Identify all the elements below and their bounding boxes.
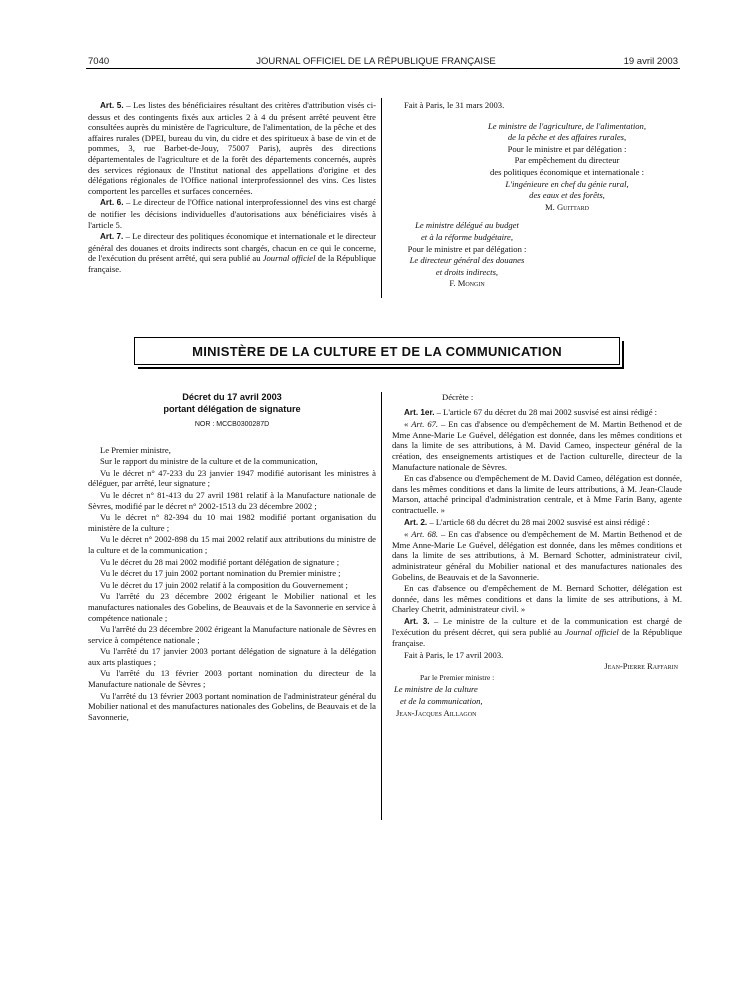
article-label: Art. 6. xyxy=(100,198,124,208)
prime-minister-name: Jean-Pierre Raffarin xyxy=(604,661,678,672)
article-67 xyxy=(392,419,682,472)
nor-reference: NOR : MCCB0300287D xyxy=(194,421,270,428)
article-67-paragraph-2: En cas d'absence ou d'empêchement de M. David Cameo, délégation est donnée, dans les mêmes conditions et dans la limite de leurs attributions, à M. Jean-Claude Marson, attaché principal d'administration centrale, et à Mme Farin Bany, agente contractuelle. » xyxy=(392,473,682,515)
visa-paragraph: Vu le décret n° 81-413 du 27 avril 1981 relatif à la Manufacture nationale de Sèvres, modifié par le décret n° 2002-1513 du 23 décembre 2002 ; xyxy=(88,489,376,511)
article-label: Art. 1er. xyxy=(404,407,435,417)
signature-line: Le directeur général des douanes xyxy=(409,255,525,266)
signature-line: Par empêchement du directeur xyxy=(514,155,620,166)
article-1 xyxy=(392,407,682,419)
journal-title: JOURNAL OFFICIEL DE LA RÉPUBLIQUE FRANÇAISE xyxy=(256,56,496,67)
minister-title-line: Le ministre de la culture xyxy=(394,684,478,695)
signature-line: de la pêche et des affaires rurales, xyxy=(507,132,627,143)
article-6 xyxy=(88,197,376,230)
minister-title-line: et de la communication, xyxy=(400,696,483,707)
article-text: – Le directeur de l'Office national interprofessionnel des vins est chargé de notifier les décisions individuelles d'autorisations aux bénéficiaires visés à l'article 5. xyxy=(88,197,376,230)
article-5 xyxy=(88,100,376,196)
signature-line: des eaux et des forêts, xyxy=(529,190,605,201)
quote-mark: « xyxy=(404,529,412,540)
article-label: Art. 67. xyxy=(411,419,439,430)
article-3 xyxy=(392,616,682,649)
visa-paragraph: Vu l'arrêté du 13 février 2003 portant nomination de l'administrateur général du Mobilier national et des manufactures nationales des Gobelins, de Beauvais et de la Savonnerie, xyxy=(88,690,376,722)
journal-reference: Journal officiel xyxy=(262,253,316,264)
visa-paragraph: Vu le décret du 17 juin 2002 portant nomination du Premier ministre ; xyxy=(100,568,341,579)
article-68 xyxy=(392,529,682,582)
visa-paragraph: Vu l'arrêté du 13 février 2003 portant nomination du directeur de la Manufacture nationale de Sèvres ; xyxy=(88,668,376,690)
top-left-column xyxy=(88,100,376,276)
visa-paragraph: Vu le décret du 17 juin 2002 relatif à la composition du Gouvernement ; xyxy=(100,579,348,590)
signature-block-agriculture xyxy=(452,121,682,213)
visa-paragraph: Vu l'arrêté du 23 décembre 2002 érigeant le Mobilier national et les manufactures nationales des Gobelins, de Beauvais et de la Savonnerie en service à compétence nationale ; xyxy=(88,591,376,623)
signature-line: Le ministre délégué au budget xyxy=(415,220,519,231)
signature-line: Pour le ministre et par délégation : xyxy=(507,143,627,154)
signature-line: des politiques économique et internationale : xyxy=(490,166,644,177)
article-text: – En cas d'absence ou d'empêchement de M. Martin Bethenod et de Mme Anne-Marie Le Guével, délégation est donnée, dans les mêmes conditions et dans la limite de ses attributions, à M. David Cameo, inspecteur général de la création, des enseignements artistiques et de l'action culturelle, directeur de la Manufacture nationale de Sèvres. xyxy=(392,419,682,472)
article-text: – Le ministre de la culture et de la communication est chargé de l'exécution du présent décret, qui sera publié au xyxy=(392,615,682,638)
visa-paragraph: Vu le décret n° 82-394 du 10 mai 1982 modifié portant organisation du ministère de la culture ; xyxy=(88,512,376,533)
article-label: Art. 3. xyxy=(404,616,430,626)
article-text: – En cas d'absence ou d'empêchement de M. Martin Bethenod et de Mme Anne-Marie Le Guével, délégation est donnée, dans les mêmes conditions et dans la limite de ses attributions, à M. Bernard Schotter, administrateur civil, administrateur général du Mobilier national et des manufactures nationales des Gobelins, de Beauvais et de la Savonnerie. xyxy=(392,529,682,582)
signature-line: et à la réforme budgétaire, xyxy=(420,231,514,242)
issue-date: 19 avril 2003 xyxy=(623,56,678,67)
signatory-name: F. Mongin xyxy=(449,278,485,289)
signature-block-budget xyxy=(392,220,542,289)
visa-paragraph: Vu l'arrêté du 23 décembre 2002 érigeant la Manufacture nationale de Sèvres en service à compétence nationale ; xyxy=(88,624,376,645)
par-premier-ministre: Par le Premier ministre : xyxy=(420,672,495,682)
signatory-name: M. Guittard xyxy=(545,201,589,212)
top-right-column xyxy=(392,100,682,290)
ministry-title: MINISTÈRE DE LA CULTURE ET DE LA COMMUNICATION xyxy=(192,343,562,359)
fait-line: Fait à Paris, le 31 mars 2003. xyxy=(404,100,505,110)
article-label: Art. 5. xyxy=(100,101,124,110)
article-text: – Les listes des bénéficiaires résultant des critères d'attribution visés ci-dessus et des contingents fixés aux articles 2 à 4 du présent arrêté peuvent être consultées auprès du ministère de l'agriculture, de l'alimentation, de la pêche et des affaires rurales (DPEI, bureau du vin, du cidre et des spiritueux à base de vin et de pommes, 3, rue Barbet-de-Jouy, 75007 Paris), auprès des directions départementales de l'agriculture et de la forêt des départements concernés, auprès des services régionaux de l'Institut national des appellations d'origine et des délégations régionales de l'Office national interprofessionnel des vins. Ces listes comportent les parcelles et surfaces concernées. xyxy=(88,100,376,196)
header-rule xyxy=(86,68,680,69)
decree-right-column xyxy=(392,392,682,719)
signature-line: Pour le ministre et par délégation : xyxy=(407,243,527,254)
signature-line: Le ministre de l'agriculture, de l'alimentation, xyxy=(488,120,646,131)
decree-left-column xyxy=(88,392,376,723)
article-text: de la République française. xyxy=(392,627,683,649)
signature-line: et droits indirects, xyxy=(435,266,499,277)
visa-paragraph: Le Premier ministre, xyxy=(100,444,171,455)
minister-name: Jean-Jacques Aillagon xyxy=(396,707,477,718)
article-text: de la République française. xyxy=(88,253,376,274)
article-label: Art. 68. xyxy=(411,529,439,540)
page-number: 7040 xyxy=(88,56,110,67)
visa-paragraph: Vu le décret du 28 mai 2002 modifié portant délégation de signature ; xyxy=(100,556,340,567)
journal-reference: Journal officiel xyxy=(565,627,619,638)
article-2 xyxy=(392,517,682,529)
fait-line: Fait à Paris, le 17 avril 2003. xyxy=(404,649,504,660)
decree-subtitle: portant délégation de signature xyxy=(163,404,301,414)
signature-line: L'ingénieure en chef du génie rural, xyxy=(505,178,629,189)
visa-paragraph: Vu l'arrêté du 17 janvier 2003 portant délégation de signature à la délégation aux arts plastiques ; xyxy=(88,646,376,667)
ministry-banner xyxy=(134,337,620,365)
article-label: Art. 2. xyxy=(404,517,428,527)
column-divider xyxy=(381,392,382,820)
article-7 xyxy=(88,231,376,274)
article-text: – L'article 68 du décret du 28 mai 2002 susvisé est ainsi rédigé : xyxy=(427,516,650,527)
article-68-paragraph-2: En cas d'absence ou d'empêchement de M. Bernard Schotter, délégation est donnée, dans les mêmes conditions et dans la limite de ses attributions, à M. Charley Chetrit, administrateur civil. » xyxy=(392,583,682,615)
column-divider xyxy=(381,98,382,298)
visa-paragraph: Sur le rapport du ministre de la culture et de la communication, xyxy=(100,456,318,467)
decree-title: Décret du 17 avril 2003 xyxy=(182,392,282,402)
article-text: – L'article 67 du décret du 28 mai 2002 susvisé est ainsi rédigé : xyxy=(434,406,658,417)
quote-mark: « xyxy=(404,419,412,430)
visa-paragraph: Vu le décret n° 2002-898 du 15 mai 2002 relatif aux attributions du ministre de la culture et de la communication ; xyxy=(88,534,376,555)
visa-paragraph: Vu le décret n° 47-233 du 23 janvier 1947 modifié autorisant les ministres à déléguer, par arrêté, leur signature ; xyxy=(88,467,376,489)
decrete-heading: Décrète : xyxy=(442,392,474,402)
article-text: – Le directeur des politiques économique et internationale et le directeur général des douanes et droits indirects sont chargés, chacun en ce qui le concerne, de l'exécution du présent arrêté, qui sera publié au xyxy=(88,231,376,264)
article-label: Art. 7. xyxy=(100,232,124,242)
